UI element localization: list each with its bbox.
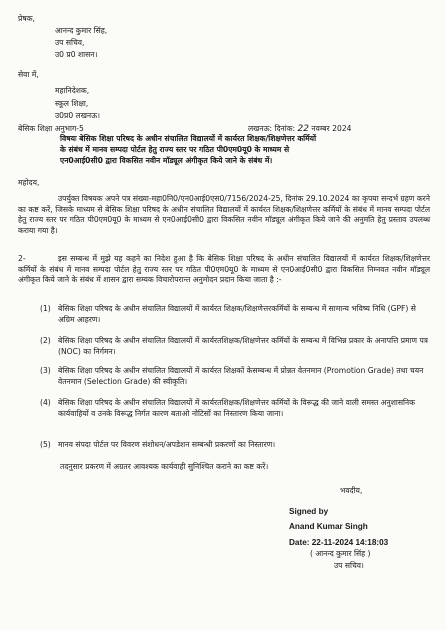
item-5-number: (5) — [40, 440, 51, 449]
date-day: 22 — [297, 124, 309, 134]
paragraph-2-number: 2- — [18, 254, 26, 263]
subject-text-1: बेसिक शिक्षा परिषद के अधीन संचालित विद्यालयों में कार्यरत शिक्षक/शिक्षणेत्तर कर्मियों — [79, 134, 317, 143]
item-3-number: (3) — [40, 366, 51, 375]
subject-line-2: के संबंध में मानव सम्पदा पोर्टल हेतु राज्य स्तर पर गठित पी0एम0यू0 के माध्यम से — [60, 145, 290, 154]
date-month-year: नवम्बर 2024 — [311, 124, 352, 133]
item-3-text: बेसिक शिक्षा परिषद के अधीन संचालित विद्यालयों में कार्यरत शिक्षकों केसम्बन्ध में प्रोन्नत वेतनमान (Promotion Grade) तथा चयन वेतनमान (Selection Grade) की स्वीकृति। — [58, 366, 424, 386]
paragraph-1: उपर्युक्त विषयक अपने पत्र संख्या-महा0नि0/एन0आई0एस0/7156/2024-25, दिनांक 29.10.2024 का कृपया सन्दर्भ ग्रहण करने का कष्ट करें, जिसके माध्यम से बेसिक शिक्षा परिषद के अधीन संचालित विद्यालयों में कार्यरत शिक्षक/शिक्षणेत्तर कर्मियों के संबंध में मानव सम्पदा पोर्टल हेतु राज्य स्तर पर गठित पी0एम0यू0 के माध्यम से एन0आई0सी0 द्वारा विकसित नवीन मॉड्यूल अंगीकृत किये जाने की अनुमति हेतु प्रस्ताव उपलब्ध कराया गया है। — [18, 194, 430, 235]
subject-label: विषयः — [60, 134, 77, 143]
date-line — [248, 124, 351, 134]
section-ref: बेसिक शिक्षा अनुभाग-5 — [18, 124, 84, 133]
sender-designation: उप सचिव, — [55, 38, 85, 47]
item-1-text: बेसिक शिक्षा परिषद के अधीन संचालित विद्यालयों में कार्यरत शिक्षक/शिक्षणेत्तरकर्मियों के सम्बन्ध में सामान्य भविष्य निधि (GPF) से अग्रिम आहरण। — [58, 304, 416, 324]
recipient-title: महानिदेशक, — [55, 86, 90, 95]
signer-name-en: Anand Kumar Singh — [289, 522, 368, 531]
paragraph-2: इस सम्बन्ध में मुझे यह कहने का निदेश हुआ है कि बेसिक शिक्षा परिषद के अधीन संचालित विद्यालयों में कार्यरत शिक्षक/शिक्षणेत्तर कर्मियों के संबंध में मानव सम्पदा पोर्टल हेतु राज्य स्तर पर गठित पी0एम0यू0 के माध्यम से एन0आई0सी0 द्वारा विकसित निम्नवत नवीन मॉड्यूल अंगीकृत किये जाने के संबंध में शासन द्वारा सम्यक विचारोपरान्त अनुमोदन प्रदान किया जाता है :- — [18, 254, 430, 285]
recipient-label: सेवा में, — [18, 70, 39, 79]
subject-line-3: एन0आई0सी0 द्वारा विकसित नवीन मॉड्यूल अंगीकृत किये जाने के संबंध में। — [60, 156, 273, 165]
item-4-text: बेसिक शिक्षा परिषद के अधीन संचालित विद्यालयों में कार्यरतशिक्षक/शिक्षणेत्तर कर्मियों के विरूद्ध की जाने वाली समस्त अनुशासनिक कार्यवाहियों व उनके विरूद्ध निर्गत कारण बताओ नोटिसों का निस्तारण किया जाना। — [58, 398, 415, 418]
sender-dept: उ0 प्र0 शासन। — [55, 50, 98, 59]
subject-line-1 — [60, 134, 316, 144]
closing-line: तदनुसार प्रकरण में अग्रतर आवश्यक कार्यवाही सुनिश्चित कराने का कष्ट करें। — [60, 462, 269, 471]
signed-by-label: Signed by — [289, 507, 329, 516]
signer-designation-hi: उप सचिव। — [334, 561, 364, 570]
recipient-city: उ0प्र0 लखनऊ। — [55, 111, 100, 120]
signer-name-hi: ( आनन्द कुमार सिंह ) — [310, 549, 371, 558]
date-prefix: लखनऊ: दिनांक: — [248, 124, 296, 133]
sender-name: आनन्द कुमार सिंह, — [55, 26, 108, 35]
item-1-number: (1) — [40, 304, 51, 313]
recipient-office: स्कूल शिक्षा, — [55, 99, 89, 108]
salutation: महोदय, — [18, 178, 40, 187]
item-4-number: (4) — [40, 398, 51, 407]
sender-label: प्रेषक, — [18, 14, 35, 23]
signature-date: Date: 22-11-2024 14:18:03 — [289, 538, 389, 547]
item-2-text: बेसिक शिक्षा परिषद के अधीन संचालित विद्यालयों में कार्यरतशिक्षक/शिक्षणेत्तर कर्मियों के सम्बन्ध में विभिन्न प्रकार के अनापत्ति प्रमाण पत्र (NOC) का निर्गमन। — [58, 336, 428, 356]
item-2-number: (2) — [40, 336, 51, 345]
item-5-text: मानव संपदा पोर्टल पर विवरण संशोधन/अपडेशन सम्बन्धी प्रकरणों का निस्तारण। — [58, 440, 276, 449]
regards: भवदीय, — [340, 486, 363, 495]
